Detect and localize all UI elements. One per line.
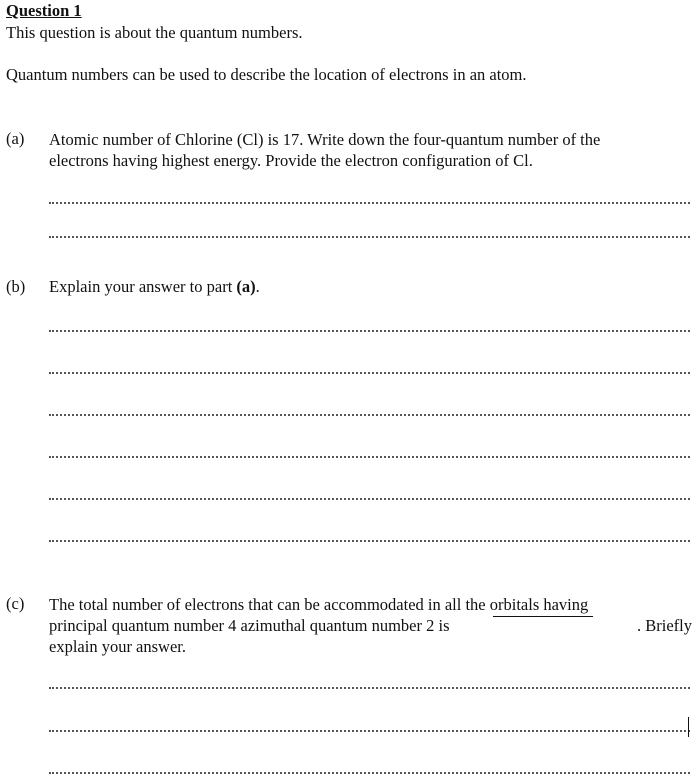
part-a-answer-line[interactable] [49,236,690,238]
part-b-label: (b) [6,277,26,296]
part-c-prompt-line-2 [49,615,692,636]
question-context: Quantum numbers can be used to describe the location of electrons in an atom. [6,65,527,84]
part-b-prompt-reference: (a) [236,277,256,296]
part-c-blank[interactable] [493,615,593,617]
part-a-prompt-line-1: Atomic number of Chlorine (Cl) is 17. Write down the four-quantum number of the [49,130,601,149]
part-b-answer-line[interactable] [49,456,690,458]
text-cursor [688,717,689,737]
question-intro: This question is about the quantum numbers. [6,23,303,42]
part-c-prompt-line-1: The total number of electrons that can be accommodated in all the orbitals having [49,595,589,614]
part-b-prompt [49,277,260,297]
part-b-prompt-end: . [255,277,260,296]
part-a-prompt-line-2: electrons having highest energy. Provide the electron configuration of Cl. [49,151,533,170]
part-c-answer-line[interactable] [49,730,690,732]
part-c-answer-line[interactable] [49,772,690,774]
part-a-prompt [49,129,692,171]
part-c-prompt-line-3: explain your answer. [49,637,187,656]
part-b-prompt-text: Explain your answer to part [49,277,237,296]
part-a-label: (a) [6,129,25,148]
part-b-answer-line[interactable] [49,372,690,374]
question-title: Question 1 [6,1,82,20]
part-b-answer-line[interactable] [49,540,690,542]
part-c-label: (c) [6,594,25,613]
part-a-answer-line[interactable] [49,202,690,204]
part-b-answer-line[interactable] [49,414,690,416]
part-c-prompt [49,594,692,657]
part-c-prompt-line-2-text: principal quantum number 4 azimuthal quantum number 2 is [49,616,450,635]
part-b-answer-line[interactable] [49,498,690,500]
part-b-answer-line[interactable] [49,330,690,332]
part-c-prompt-line-2-end: . Briefly [637,616,692,635]
part-c-answer-line[interactable] [49,687,690,689]
